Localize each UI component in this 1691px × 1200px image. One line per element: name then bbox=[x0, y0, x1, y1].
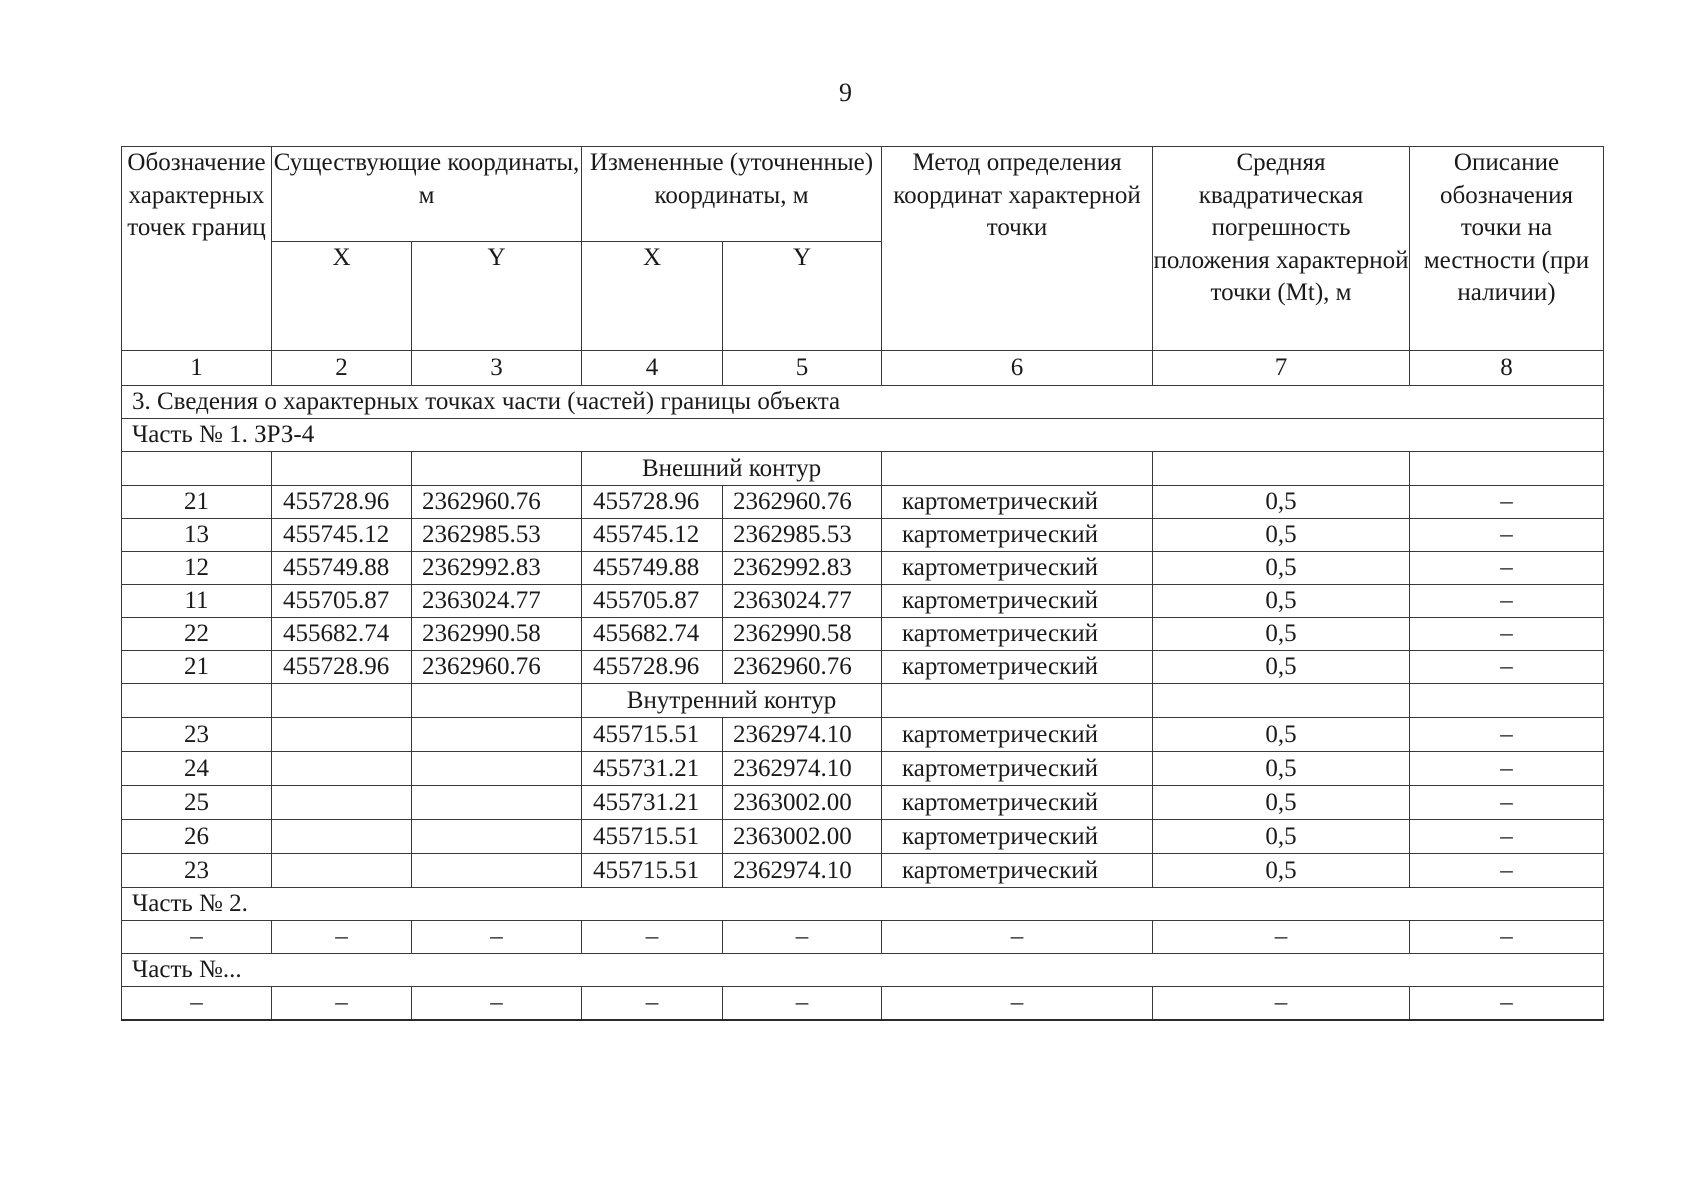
dash-cell: – bbox=[122, 921, 272, 954]
description: – bbox=[1410, 585, 1604, 618]
column-number: 5 bbox=[723, 351, 882, 386]
empty-cell bbox=[122, 452, 272, 486]
empty-cell bbox=[272, 452, 412, 486]
changed-x: 455749.88 bbox=[582, 552, 723, 585]
changed-y: 2363002.00 bbox=[723, 820, 882, 854]
method: картометрический bbox=[882, 820, 1153, 854]
existing-x: 455728.96 bbox=[272, 651, 412, 684]
boundary-points-table bbox=[121, 146, 1604, 1021]
description: – bbox=[1410, 618, 1604, 651]
contour-label: Внешний контур bbox=[582, 452, 882, 486]
header-changed-x: X bbox=[582, 242, 723, 351]
existing-x bbox=[272, 718, 412, 752]
empty-cell bbox=[412, 452, 582, 486]
description: – bbox=[1410, 486, 1604, 519]
point-number: 24 bbox=[122, 752, 272, 786]
existing-x: 455728.96 bbox=[272, 486, 412, 519]
header-changed-y: Y bbox=[723, 242, 882, 351]
table-row bbox=[122, 752, 1604, 786]
empty-cell bbox=[1410, 684, 1604, 718]
mean-square-error: 0,5 bbox=[1153, 786, 1410, 820]
dash-cell: – bbox=[723, 987, 882, 1021]
part-title: Часть № 2. bbox=[122, 888, 1604, 921]
table-row bbox=[122, 718, 1604, 752]
page-number: 9 bbox=[839, 78, 852, 107]
empty-cell bbox=[882, 452, 1153, 486]
changed-x: 455682.74 bbox=[582, 618, 723, 651]
column-number: 7 bbox=[1153, 351, 1410, 386]
column-number: 1 bbox=[122, 351, 272, 386]
existing-x: 455705.87 bbox=[272, 585, 412, 618]
mean-square-error: 0,5 bbox=[1153, 585, 1410, 618]
contour-header-row bbox=[122, 684, 1604, 718]
existing-y bbox=[412, 718, 582, 752]
table-row bbox=[122, 921, 1604, 954]
changed-x: 455731.21 bbox=[582, 752, 723, 786]
changed-x: 455715.51 bbox=[582, 718, 723, 752]
changed-x: 455705.87 bbox=[582, 585, 723, 618]
table-row bbox=[122, 987, 1604, 1021]
description: – bbox=[1410, 820, 1604, 854]
method: картометрический bbox=[882, 552, 1153, 585]
changed-y: 2362974.10 bbox=[723, 752, 882, 786]
dash-cell: – bbox=[723, 921, 882, 954]
existing-y bbox=[412, 854, 582, 888]
mean-square-error: 0,5 bbox=[1153, 552, 1410, 585]
dash-cell: – bbox=[1410, 987, 1604, 1021]
existing-x: 455749.88 bbox=[272, 552, 412, 585]
mean-square-error: 0,5 bbox=[1153, 651, 1410, 684]
method: картометрический bbox=[882, 651, 1153, 684]
point-number: 26 bbox=[122, 820, 272, 854]
column-number: 3 bbox=[412, 351, 582, 386]
header-existing-coordinates: Существующие координаты, м bbox=[272, 147, 582, 242]
existing-x: 455682.74 bbox=[272, 618, 412, 651]
method: картометрический bbox=[882, 854, 1153, 888]
column-number: 2 bbox=[272, 351, 412, 386]
existing-y: 2362990.58 bbox=[412, 618, 582, 651]
changed-y: 2362974.10 bbox=[723, 718, 882, 752]
mean-square-error: 0,5 bbox=[1153, 854, 1410, 888]
changed-x: 455715.51 bbox=[582, 854, 723, 888]
table-row bbox=[122, 585, 1604, 618]
dash-cell: – bbox=[272, 987, 412, 1021]
mean-square-error: 0,5 bbox=[1153, 618, 1410, 651]
table-row bbox=[122, 854, 1604, 888]
existing-y bbox=[412, 752, 582, 786]
description: – bbox=[1410, 752, 1604, 786]
table-row bbox=[122, 820, 1604, 854]
empty-cell bbox=[412, 684, 582, 718]
existing-x bbox=[272, 786, 412, 820]
method: картометрический bbox=[882, 718, 1153, 752]
dash-cell: – bbox=[882, 987, 1153, 1021]
changed-y: 2362990.58 bbox=[723, 618, 882, 651]
header-description: Описание обозначения точки на местности (при наличии) bbox=[1410, 147, 1604, 351]
empty-cell bbox=[1410, 452, 1604, 486]
method: картометрический bbox=[882, 618, 1153, 651]
existing-x bbox=[272, 820, 412, 854]
column-number: 8 bbox=[1410, 351, 1604, 386]
dash-cell: – bbox=[1153, 921, 1410, 954]
changed-x: 455728.96 bbox=[582, 651, 723, 684]
header-existing-y: Y bbox=[412, 242, 582, 351]
point-number: 23 bbox=[122, 854, 272, 888]
description: – bbox=[1410, 552, 1604, 585]
empty-cell bbox=[1153, 684, 1410, 718]
mean-square-error: 0,5 bbox=[1153, 820, 1410, 854]
point-number: 21 bbox=[122, 486, 272, 519]
existing-y: 2362992.83 bbox=[412, 552, 582, 585]
changed-y: 2363002.00 bbox=[723, 786, 882, 820]
description: – bbox=[1410, 718, 1604, 752]
changed-x: 455745.12 bbox=[582, 519, 723, 552]
point-number: 11 bbox=[122, 585, 272, 618]
header-mean-square-error: Средняя квадратическая погрешность положения характерной точки (Mt), м bbox=[1153, 147, 1410, 351]
table-row bbox=[122, 786, 1604, 820]
dash-cell: – bbox=[582, 987, 723, 1021]
header-point-designation: Обозначение характерных точек границ bbox=[122, 147, 272, 351]
point-number: 22 bbox=[122, 618, 272, 651]
changed-x: 455728.96 bbox=[582, 486, 723, 519]
empty-cell bbox=[1153, 452, 1410, 486]
part-title: Часть №... bbox=[122, 954, 1604, 987]
column-number: 6 bbox=[882, 351, 1153, 386]
dash-cell: – bbox=[1410, 921, 1604, 954]
description: – bbox=[1410, 854, 1604, 888]
description: – bbox=[1410, 651, 1604, 684]
existing-x: 455745.12 bbox=[272, 519, 412, 552]
description: – bbox=[1410, 519, 1604, 552]
method: картометрический bbox=[882, 519, 1153, 552]
mean-square-error: 0,5 bbox=[1153, 718, 1410, 752]
table-row bbox=[122, 618, 1604, 651]
table-row bbox=[122, 651, 1604, 684]
mean-square-error: 0,5 bbox=[1153, 519, 1410, 552]
changed-y: 2362974.10 bbox=[723, 854, 882, 888]
point-number: 13 bbox=[122, 519, 272, 552]
point-number: 21 bbox=[122, 651, 272, 684]
column-number: 4 bbox=[582, 351, 723, 386]
changed-x: 455731.21 bbox=[582, 786, 723, 820]
changed-y: 2363024.77 bbox=[723, 585, 882, 618]
existing-y bbox=[412, 786, 582, 820]
contour-header-row bbox=[122, 452, 1604, 486]
dash-cell: – bbox=[272, 921, 412, 954]
dash-cell: – bbox=[122, 987, 272, 1021]
mean-square-error: 0,5 bbox=[1153, 752, 1410, 786]
point-number: 25 bbox=[122, 786, 272, 820]
point-number: 23 bbox=[122, 718, 272, 752]
part-title: Часть № 1. ЗРЗ-4 bbox=[122, 419, 1604, 452]
existing-y: 2362960.76 bbox=[412, 486, 582, 519]
header-existing-x: X bbox=[272, 242, 412, 351]
mean-square-error: 0,5 bbox=[1153, 486, 1410, 519]
table-row bbox=[122, 552, 1604, 585]
existing-y bbox=[412, 820, 582, 854]
table-row bbox=[122, 519, 1604, 552]
existing-y: 2362985.53 bbox=[412, 519, 582, 552]
method: картометрический bbox=[882, 585, 1153, 618]
header-method: Метод определения координат характерной точки bbox=[882, 147, 1153, 351]
header-changed-coordinates: Измененные (уточненные) координаты, м bbox=[582, 147, 882, 242]
changed-y: 2362960.76 bbox=[723, 651, 882, 684]
table-row bbox=[122, 486, 1604, 519]
changed-y: 2362960.76 bbox=[723, 486, 882, 519]
existing-x bbox=[272, 752, 412, 786]
changed-y: 2362985.53 bbox=[723, 519, 882, 552]
empty-cell bbox=[882, 684, 1153, 718]
existing-y: 2362960.76 bbox=[412, 651, 582, 684]
dash-cell: – bbox=[1153, 987, 1410, 1021]
contour-label: Внутренний контур bbox=[582, 684, 882, 718]
dash-cell: – bbox=[882, 921, 1153, 954]
existing-y: 2363024.77 bbox=[412, 585, 582, 618]
changed-x: 455715.51 bbox=[582, 820, 723, 854]
empty-cell bbox=[122, 684, 272, 718]
dash-cell: – bbox=[582, 921, 723, 954]
method: картометрический bbox=[882, 786, 1153, 820]
method: картометрический bbox=[882, 752, 1153, 786]
dash-cell: – bbox=[412, 921, 582, 954]
description: – bbox=[1410, 786, 1604, 820]
changed-y: 2362992.83 bbox=[723, 552, 882, 585]
existing-x bbox=[272, 854, 412, 888]
method: картометрический bbox=[882, 486, 1153, 519]
empty-cell bbox=[272, 684, 412, 718]
point-number: 12 bbox=[122, 552, 272, 585]
dash-cell: – bbox=[412, 987, 582, 1021]
section-title: 3. Сведения о характерных точках части (частей) границы объекта bbox=[122, 386, 1604, 419]
